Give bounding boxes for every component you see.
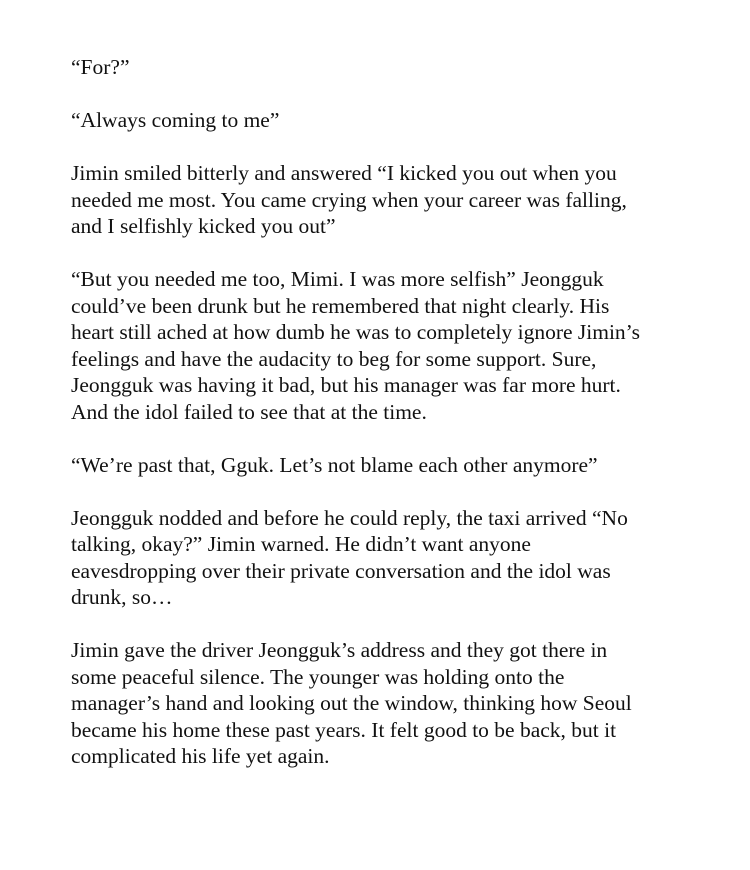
paragraph: Jimin smiled bitterly and answered “I kicked you out when you needed me most. You came crying when your career was falling, and I selfishly kicked you out”: [71, 161, 627, 238]
paragraph: Jeongguk nodded and before he could reply, the taxi arrived “No talking, okay?” Jimin warned. He didn’t want anyone eavesdropping over their private conversation and the idol was drunk, so…: [71, 505, 628, 609]
paragraph: “We’re past that, Gguk. Let’s not blame each other anymore”: [71, 452, 598, 477]
paragraph: “But you needed me too, Mimi. I was more selfish” Jeongguk could’ve been drunk but he remembered that night clearly. His heart still ached at how dumb he was to completely ignore Jimin’s feelings and have the audacity to beg for some support. Sure, Jeongguk was having it bad, but his manager was far more hurt. And the idol failed to see that at the time.: [71, 267, 641, 424]
paragraph: “For?”: [71, 55, 130, 79]
document-page: [71, 54, 701, 796]
paragraph: “Always coming to me”: [71, 108, 280, 132]
paragraph: Jimin gave the driver Jeongguk’s address and they got there in some peaceful silence. The younger was holding onto the manager’s hand and looking out the window, thinking how Seoul became his home these past years. It felt good to be back, but it complicated his life yet again.: [71, 638, 632, 768]
